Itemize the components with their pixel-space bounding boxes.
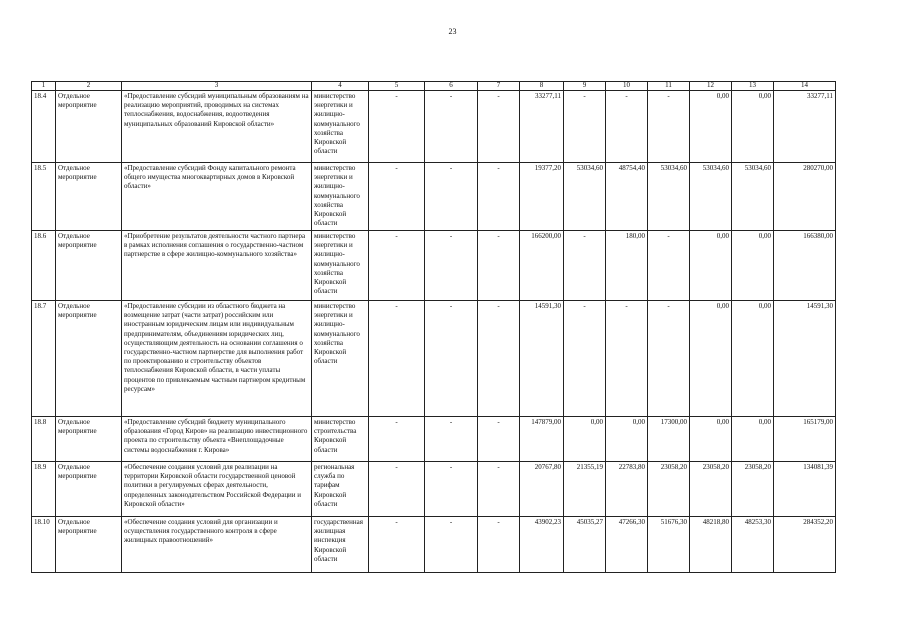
value-cell: -: [478, 417, 520, 462]
agency-cell: министерство энергетики и жилищно-коммунального хозяйства Кировской области: [312, 91, 369, 163]
value-cell: -: [425, 163, 478, 231]
measure-name-cell: «Приобретение результатов деятельности частного партнера в рамках исполнения соглашения о государственно-частном партнерстве в сфере жилищно-коммунального хозяйства»: [122, 231, 312, 301]
value-cell: -: [478, 517, 520, 573]
value-cell: -: [648, 301, 690, 417]
value-cell: 0,00: [690, 231, 732, 301]
value-cell: 134081,39: [774, 462, 836, 517]
value-cell: -: [606, 301, 648, 417]
value-cell: 0,00: [732, 301, 774, 417]
value-cell: -: [648, 91, 690, 163]
row-number-cell: 18.7: [32, 301, 56, 417]
value-cell: -: [369, 462, 425, 517]
agency-cell: региональная служба по тарифам Кировской области: [312, 462, 369, 517]
table-row: [32, 163, 836, 231]
column-header: 8: [520, 82, 564, 91]
measure-type-cell: Отдельное мероприятие: [56, 517, 122, 573]
column-header: 5: [369, 82, 425, 91]
table-body: [32, 91, 836, 573]
row-number-cell: 18.10: [32, 517, 56, 573]
value-cell: 33277,11: [520, 91, 564, 163]
value-cell: 284352,20: [774, 517, 836, 573]
value-cell: -: [425, 417, 478, 462]
value-cell: 33277,11: [774, 91, 836, 163]
measure-type-cell: Отдельное мероприятие: [56, 231, 122, 301]
value-cell: 21355,19: [564, 462, 606, 517]
agency-cell: государственная жилищная инспекция Кировской области: [312, 517, 369, 573]
value-cell: 280270,00: [774, 163, 836, 231]
value-cell: 0,00: [732, 231, 774, 301]
row-number-cell: 18.4: [32, 91, 56, 163]
row-number-cell: 18.9: [32, 462, 56, 517]
measure-type-cell: Отдельное мероприятие: [56, 462, 122, 517]
value-cell: 17300,00: [648, 417, 690, 462]
column-header: 7: [478, 82, 520, 91]
table-row: [32, 417, 836, 462]
value-cell: -: [425, 231, 478, 301]
row-number-cell: 18.5: [32, 163, 56, 231]
measure-name-cell: «Предоставление субсидии из областного бюджета на возмещение затрат (части затрат) российским или иностранным юридическим лицам или индивидуальным предпринимателям, объединениям юридических лиц, осуществляющим деятельность на основании соглашения о государственно-частном партнерстве для выполнения работ по проектированию и строительству объектов теплоснабжения Кировской области, в части уплаты процентов по привлекаемым частным партнером кредитным ресурсам»: [122, 301, 312, 417]
value-cell: -: [648, 231, 690, 301]
value-cell: -: [478, 301, 520, 417]
value-cell: -: [425, 462, 478, 517]
value-cell: 0,00: [732, 91, 774, 163]
column-header: 2: [56, 82, 122, 91]
value-cell: 51676,30: [648, 517, 690, 573]
value-cell: 23058,20: [732, 462, 774, 517]
column-header: 10: [606, 82, 648, 91]
budget-table: [31, 81, 836, 573]
value-cell: -: [564, 231, 606, 301]
value-cell: 166380,00: [774, 231, 836, 301]
value-cell: -: [369, 91, 425, 163]
agency-cell: министерство строительства Кировской области: [312, 417, 369, 462]
column-header: 3: [122, 82, 312, 91]
value-cell: -: [425, 91, 478, 163]
value-cell: 43902,23: [520, 517, 564, 573]
column-header: 9: [564, 82, 606, 91]
value-cell: 47266,30: [606, 517, 648, 573]
value-cell: -: [564, 91, 606, 163]
value-cell: -: [478, 462, 520, 517]
value-cell: 0,00: [690, 91, 732, 163]
value-cell: 14591,30: [774, 301, 836, 417]
value-cell: 48218,80: [690, 517, 732, 573]
column-header: 14: [774, 82, 836, 91]
measure-type-cell: Отдельное мероприятие: [56, 163, 122, 231]
measure-type-cell: Отдельное мероприятие: [56, 301, 122, 417]
column-header: 1: [32, 82, 56, 91]
column-header: 11: [648, 82, 690, 91]
value-cell: 20767,80: [520, 462, 564, 517]
agency-cell: министерство энергетики и жилищно-коммунального хозяйства Кировской области: [312, 301, 369, 417]
value-cell: 53034,60: [564, 163, 606, 231]
measure-name-cell: «Предоставление субсидий муниципальным образованиям на реализацию мероприятий, проводимых на системах теплоснабжения, водоснабжения, водоотведения муниципальных образований Кировской области»: [122, 91, 312, 163]
value-cell: 0,00: [690, 417, 732, 462]
value-cell: -: [369, 517, 425, 573]
measure-type-cell: Отдельное мероприятие: [56, 91, 122, 163]
measure-name-cell: «Обеспечение создания условий для организации и осуществления государственного контроля в сфере жилищных правоотношений»: [122, 517, 312, 573]
value-cell: 0,00: [690, 301, 732, 417]
value-cell: 53034,60: [732, 163, 774, 231]
value-cell: 23058,20: [648, 462, 690, 517]
page-number: 23: [448, 27, 457, 36]
value-cell: -: [369, 231, 425, 301]
table-row: [32, 301, 836, 417]
measure-name-cell: «Обеспечение создания условий для реализации на территории Кировской области государственной ценовой политики в регулируемых сферах деятельности, определенных законодательством Российской Федерации и Кировской области»: [122, 462, 312, 517]
value-cell: 166200,00: [520, 231, 564, 301]
agency-cell: министерство энергетики и жилищно-коммунального хозяйства Кировской области: [312, 163, 369, 231]
value-cell: 53034,60: [648, 163, 690, 231]
value-cell: 0,00: [732, 417, 774, 462]
value-cell: 14591,30: [520, 301, 564, 417]
value-cell: 19377,20: [520, 163, 564, 231]
value-cell: -: [478, 163, 520, 231]
table-row: [32, 91, 836, 163]
table-row: [32, 231, 836, 301]
column-header: 13: [732, 82, 774, 91]
value-cell: 45035,27: [564, 517, 606, 573]
value-cell: 147879,00: [520, 417, 564, 462]
value-cell: -: [478, 231, 520, 301]
value-cell: 48754,40: [606, 163, 648, 231]
table-row: [32, 517, 836, 573]
value-cell: 180,00: [606, 231, 648, 301]
value-cell: 23058,20: [690, 462, 732, 517]
measure-name-cell: «Предоставление субсидий Фонду капитального ремонта общего имущества многоквартирных домов в Кировской области»: [122, 163, 312, 231]
agency-cell: министерство энергетики и жилищно-коммунального хозяйства Кировской области: [312, 231, 369, 301]
value-cell: 0,00: [606, 417, 648, 462]
row-number-cell: 18.8: [32, 417, 56, 462]
value-cell: 0,00: [564, 417, 606, 462]
value-cell: -: [564, 301, 606, 417]
value-cell: -: [369, 301, 425, 417]
value-cell: -: [425, 517, 478, 573]
measure-name-cell: «Предоставление субсидий бюджету муниципального образования «Город Киров» на реализацию инвестиционного проекта по строительству объекта «Внеплощадочные системы водоснабжения г. Кирова»: [122, 417, 312, 462]
row-number-cell: 18.6: [32, 231, 56, 301]
value-cell: 22783,80: [606, 462, 648, 517]
column-header: 4: [312, 82, 369, 91]
value-cell: 165179,00: [774, 417, 836, 462]
value-cell: -: [606, 91, 648, 163]
table-row: [32, 462, 836, 517]
value-cell: -: [425, 301, 478, 417]
column-header: 6: [425, 82, 478, 91]
measure-type-cell: Отдельное мероприятие: [56, 417, 122, 462]
value-cell: 48253,30: [732, 517, 774, 573]
column-header: 12: [690, 82, 732, 91]
value-cell: -: [478, 91, 520, 163]
value-cell: -: [369, 163, 425, 231]
header-row: [32, 82, 836, 91]
value-cell: -: [369, 417, 425, 462]
value-cell: 53034,60: [690, 163, 732, 231]
